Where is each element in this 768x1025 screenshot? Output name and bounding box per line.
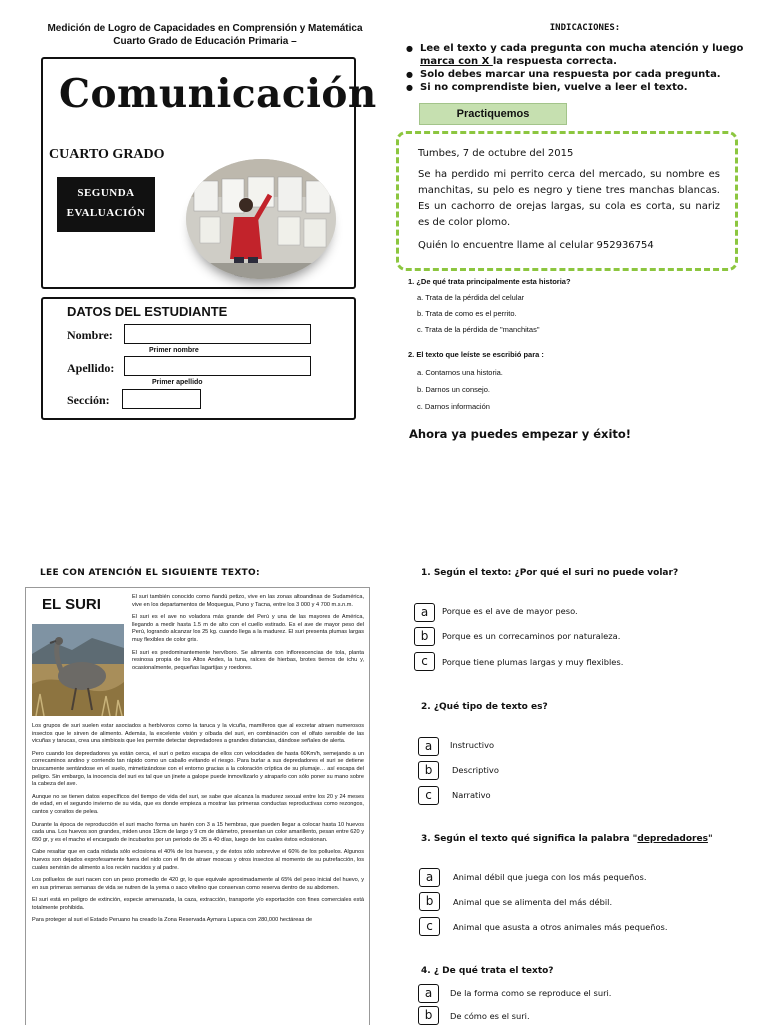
instruction-text: Lee el texto y cada pregunta con mucha atención y luego: [420, 43, 744, 54]
q3-option-a-box[interactable]: a: [419, 868, 440, 887]
q1-option-c-box[interactable]: c: [414, 652, 435, 671]
q2-option-b-box[interactable]: b: [418, 761, 439, 780]
q2-option-a-box[interactable]: a: [418, 737, 439, 756]
section-label: Sección:: [67, 393, 110, 407]
article-paragraph: Cabe resaltar que en cada nidada sólo eclosiona el 40% de los huevos, y de éstos sólo sobrevive el 60% de los polluelos. Algunos huevos son dejados exprofesamente fuera del nido con el fin de atraer moscas y otros insectos al momento de su putrefacción, los cuales servirán de alimento a los recién nacidos y al padre.: [32, 849, 364, 871]
article-paragraph: Los polluelos de suri nacen con un peso promedio de 420 gr, lo que equivale aproximadamente al 65% del peso inicial del huevo, y en sus primeras semanas de vida se nutren de la yema o saco vitelino que conservan como reserva dentro de su abdomen.: [32, 877, 364, 891]
question-2-title: 2. ¿Qué tipo de texto es?: [421, 702, 548, 712]
practice-q1-option-b[interactable]: b. Trata de como es el perrito.: [417, 309, 517, 318]
header-line-1: Medición de Logro de Capacidades en Comprensión y Matemática: [47, 23, 363, 34]
practice-q2-option-a[interactable]: a. Contarnos una historia.: [417, 368, 503, 377]
article-paragraph: El suri también conocido como ñandú petizo, vive en las zonas altoandinas de Sudamérica, vive en los departamentos de Moquegua, Puno y Tacna, entre los 3 000 y 4 700 m.s.n.m.: [132, 594, 364, 608]
instruction-item: [406, 42, 756, 68]
surname-label: Apellido:: [67, 361, 115, 375]
q3-option-b-box[interactable]: b: [419, 892, 440, 911]
q4-option-b-text: De cómo es el suri.: [450, 1011, 530, 1021]
q2-option-c-text: Narrativo: [452, 790, 491, 800]
evaluation-line-2: EVALUACIÓN: [66, 207, 146, 219]
instruction-item: ● Si no comprendiste bien, vuelve a leer el texto.: [406, 81, 756, 94]
q3-option-a-text: Animal débil que juega con los más pequeños.: [453, 872, 647, 882]
practice-q1-option-c[interactable]: c. Trata de la pérdida de "manchitas": [417, 325, 540, 334]
name-label: Nombre:: [67, 328, 113, 342]
surname-field[interactable]: [124, 356, 311, 376]
q1-option-a-text: Porque es el ave de mayor peso.: [442, 606, 578, 616]
grade-label: CUARTO GRADO: [49, 147, 165, 162]
instruction-item: ● Solo debes marcar una respuesta por cada pregunta.: [406, 68, 756, 81]
q2-option-c-box[interactable]: c: [418, 786, 439, 805]
practice-q1-option-a[interactable]: a. Trata de la pérdida del celular: [417, 293, 525, 302]
q3-option-c-text: Animal que asusta a otros animales más pequeños.: [453, 922, 668, 932]
question-1-title: 1. Según el texto: ¿Por qué el suri no puede volar?: [421, 568, 679, 578]
article-paragraph: Para proteger al suri el Estado Peruano ha creado la Zona Reservada Aymara Lupaca con 280,000 hectáreas de: [32, 917, 313, 924]
question-3-keyword: depredadores: [637, 834, 708, 844]
question-3-text: 3. Según el texto qué significa la palabra ": [421, 834, 638, 844]
q2-option-a-text: Instructivo: [450, 740, 495, 750]
student-data-card: [41, 297, 356, 420]
question-3-quote: ": [707, 834, 713, 844]
surname-hint: Primer apellido: [152, 379, 203, 386]
article-intro: [132, 594, 364, 677]
article-title: EL SURI: [42, 596, 101, 613]
student-data-title: DATOS DEL ESTUDIANTE: [67, 304, 228, 319]
q3-option-c-box[interactable]: c: [419, 917, 440, 936]
q1-option-b-box[interactable]: b: [414, 627, 435, 646]
article-body: [32, 723, 364, 930]
evaluation-line-1: SEGUNDA: [77, 187, 135, 199]
q4-option-a-text: De la forma como se reproduce el suri.: [450, 988, 612, 998]
suri-photo: [32, 624, 124, 716]
q1-option-a-box[interactable]: a: [414, 603, 435, 622]
header-line-2: Cuarto Grado de Educación Primaria –: [113, 36, 297, 47]
practice-call: Quién lo encuentre llame al celular 952936754: [418, 240, 654, 251]
article-paragraph: El suri es predominantemente hervíboro. Se alimenta con inflorescencias de tola, planta resinosa propia de los Altos Andes, la tuna, raíces de hierbas, brotes tiernos de ichu y, ocasionalmente, pequeñas lagartijas y roedores.: [132, 649, 364, 671]
practice-q2-option-c[interactable]: c. Darnos información: [417, 402, 490, 411]
instructions-list: [406, 42, 756, 94]
article-paragraph: Los grupos de suri suelen estar asociados a herbívoros como la taruca y la vicuña, mamíferos que al excretar atraen numerosos insectos que le sirven de alimento. Además, la excelente visión y oíbada del suri, en combinación con el olfato sensible de las vicuñas y tarucas, crea una simbiosis que les permite detectar depredadores a grandes distancias, dándose señales de alerta.: [32, 723, 364, 745]
article-paragraph: El suri es el ave no voladora más grande del Perú y una de las mayores de América, llegando a medir hasta 1.5 m de alto con el cuello estirado. Es el ave de mayor peso del Perú, logrando alcanzar los 25 kg. cuando llega a la madurez. El suri presenta plumas largas muy flexibles de color gris.: [132, 614, 364, 643]
document-header: [40, 22, 370, 48]
q4-option-a-box[interactable]: a: [418, 984, 439, 1003]
practice-q2-option-b[interactable]: b. Darnos un consejo.: [417, 385, 490, 394]
q1-option-b-text: Porque es un correcaminos por naturaleza.: [442, 631, 621, 641]
practice-body: Se ha perdido mi perrito cerca del mercado, su nombre es manchitas, su pelo es negro y tiene tres manchas blancas. Es un cachorro de orejas largas, su cola es corta, su nariz es de color plomo.: [418, 169, 720, 228]
question-4-title: 4. ¿ De qué trata el texto?: [421, 966, 554, 976]
instructions-title: INDICACIONES:: [549, 23, 621, 33]
evaluation-badge: [57, 177, 155, 232]
instruction-emphasis: marca con X: [420, 56, 493, 67]
practice-tag: Practiquemos: [419, 103, 567, 125]
classroom-photo-illustration: [186, 159, 336, 279]
practice-question-2: 2. El texto que leíste se escribió para :: [408, 350, 544, 359]
subject-title: Comunicación: [59, 71, 377, 117]
name-hint: Primer nombre: [149, 347, 199, 354]
section-field[interactable]: [122, 389, 201, 409]
closing-message: Ahora ya puedes empezar y éxito!: [409, 427, 632, 441]
suri-bird-illustration: [32, 624, 124, 716]
classroom-photo: [186, 159, 336, 279]
name-field[interactable]: [124, 324, 311, 344]
practice-question-1: 1. ¿De qué trata principalmente esta historia?: [408, 277, 571, 286]
q3-option-b-text: Animal que se alimenta del más débil.: [453, 897, 613, 907]
instruction-text-end: la respuesta correcta.: [492, 56, 617, 67]
q4-option-b-box[interactable]: b: [418, 1006, 439, 1025]
question-3-title: [421, 834, 713, 844]
article-paragraph: Aunque no se tienen datos específicos del tiempo de vida del suri, se sabe que alcanza la madurez sexual entre los 20 y 24 meses de edad, en el segundo invierno de su vida, que es donde empieza a mostrar las primeras conductas reproductivas como rezongos, cantos y coraitos de pelea.: [32, 793, 364, 815]
q1-option-c-text: Porque tiene plumas largas y muy flexibles.: [442, 657, 624, 667]
cover-card: [41, 57, 377, 289]
article-paragraph: Pero cuando los depredadores ya están cerca, el suri o petizo escapa de ellos con velocidades de hasta 60Km/h, semejando a un correcaminos andino y corriendo tan rápido como un caballo evitando el riesgo. Para burlar a sus depredadores el suri se detiene bruscamente sentándose en el suelo, mimetizándose con el entorno gracias a la coloración críptica de su plumaje… así escapa del peligro. Sin embargo, la inocencia del suri es tal que un jinete a galope puede inmovilizarlo y atraparlo con sólo poner su mano sobre la cabeza del ave.: [32, 750, 364, 788]
q2-option-b-text: Descriptivo: [452, 765, 499, 775]
practice-text-box: [396, 131, 738, 271]
article-paragraph: Durante la época de reproducción el suri macho forma un harén con 3 a 15 hembras, que pueden llegar a colocar hasta 10 huevos cada una. Los huevos son grandes, miden unos 19cm de largo y 9 cm de diámetro, presentan un color amarillento, pesan entre 620 y 650 gr, y es el macho el encargado de incubarlos por un periodo de 35 a 40 días, luego de los cuales éstos eclosionan.: [32, 821, 364, 843]
article-paragraph: El suri está en peligro de extinción, especie amenazada, la caza, extracción, transporte y/o exportación con fines comerciales está totalmente prohibida.: [32, 897, 364, 911]
reading-article: [25, 587, 370, 1025]
reading-heading: LEE CON ATENCIÓN EL SIGUIENTE TEXTO:: [40, 568, 260, 578]
practice-date: Tumbes, 7 de octubre del 2015: [418, 148, 574, 159]
